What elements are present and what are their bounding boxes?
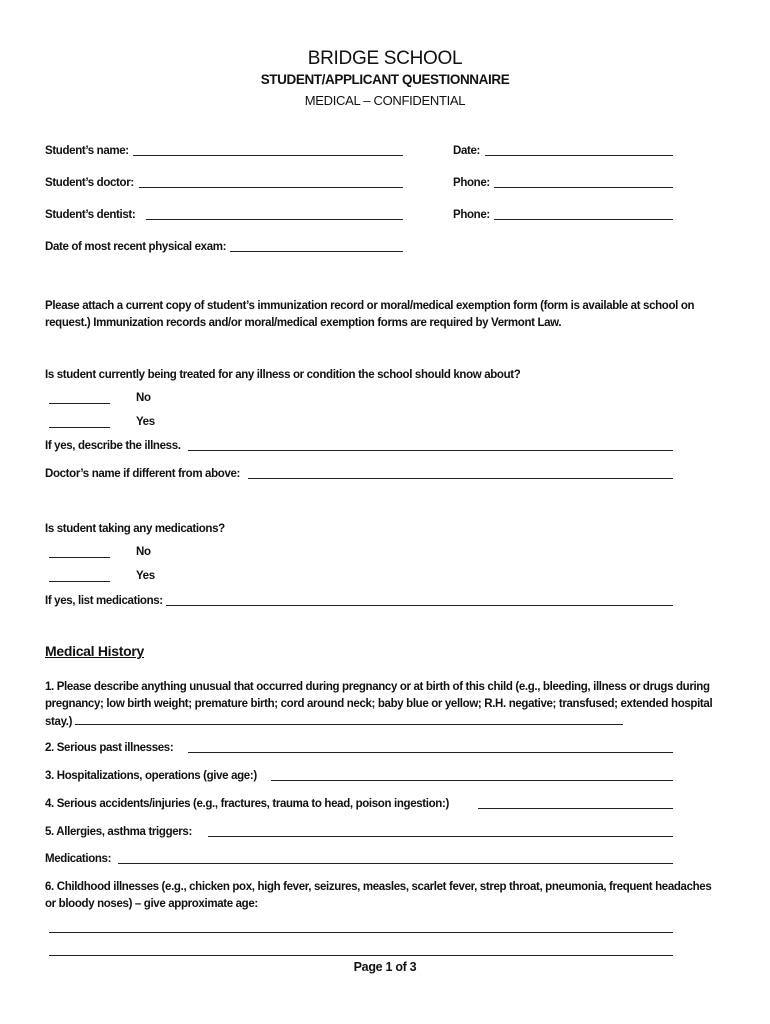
physical-exam-label: Date of most recent physical exam:: [45, 241, 227, 253]
medications-yes-label: Yes: [136, 570, 155, 582]
illness-doctor-label: Doctor’s name if different from above:: [45, 468, 241, 480]
doctor-phone-field[interactable]: [494, 187, 673, 188]
illness-no-checkline[interactable]: [49, 403, 110, 404]
illness-doctor-field[interactable]: [248, 478, 673, 479]
history-q3-field[interactable]: [271, 780, 673, 781]
history-q1-text: 1. Please describe anything unusual that occurred during pregnancy or at birth of this child (e.g., bleeding, illness or drugs during pregnancy; low birth weight; premature birth; cord around neck; baby blue or yellow; R.H. negative; transfused; extended hospital stay.): [45, 681, 713, 728]
student-name-label: Student’s name:: [45, 145, 129, 157]
history-q6-field-2[interactable]: [49, 955, 673, 956]
history-q5-field[interactable]: [208, 836, 673, 837]
dentist-field[interactable]: [146, 219, 403, 220]
history-q5-label: 5. Allergies, asthma triggers:: [45, 826, 192, 838]
history-q1: [45, 679, 713, 731]
immunization-note: Please attach a current copy of student’s immunization record or moral/medical exemption form (form is available at school on request.) Immunization records and/or moral/medical exemption forms are required by Vermont Law.: [45, 300, 695, 329]
page-number: Page 1 of 3: [353, 960, 417, 974]
illness-yes-label: Yes: [136, 416, 155, 428]
medications-no-label: No: [136, 546, 151, 558]
history-q1-field[interactable]: [75, 713, 623, 725]
date-field[interactable]: [485, 155, 673, 156]
date-label: Date:: [453, 145, 481, 157]
illness-yes-checkline[interactable]: [49, 427, 110, 428]
school-name: BRIDGE SCHOOL: [307, 48, 463, 69]
doctor-label: Student’s doctor:: [45, 177, 134, 189]
dentist-phone-label: Phone:: [453, 209, 490, 221]
form-title: STUDENT/APPLICANT QUESTIONNAIRE: [260, 72, 510, 87]
medications-yes-checkline[interactable]: [49, 581, 110, 582]
medical-history-title: Medical History: [45, 643, 144, 659]
history-meds-field[interactable]: [118, 863, 673, 864]
history-q2-field[interactable]: [188, 752, 673, 753]
dentist-phone-field[interactable]: [494, 219, 673, 220]
doctor-field[interactable]: [139, 187, 403, 188]
dentist-label: Student’s dentist:: [45, 209, 136, 221]
form-subtitle: MEDICAL – CONFIDENTIAL: [304, 93, 466, 108]
medications-question: Is student taking any medications?: [45, 523, 225, 535]
physical-exam-field[interactable]: [230, 251, 403, 252]
student-name-field[interactable]: [133, 155, 403, 156]
history-q6: 6. Childhood illnesses (e.g., chicken pox, high fever, seizures, measles, scarlet fever, strep throat, pneumonia, frequent headaches or bloody noses) – give approximate age:: [45, 881, 712, 910]
history-q4-label: 4. Serious accidents/injuries (e.g., fractures, trauma to head, poison ingestion:): [45, 798, 449, 810]
illness-describe-label: If yes, describe the illness.: [45, 440, 181, 452]
history-q2-label: 2. Serious past illnesses:: [45, 742, 174, 754]
medications-list-label: If yes, list medications:: [45, 595, 163, 607]
history-q4-field[interactable]: [478, 808, 673, 809]
history-q6-field-1[interactable]: [49, 932, 673, 933]
illness-question: Is student currently being treated for any illness or condition the school should know about?: [45, 369, 521, 381]
history-q3-label: 3. Hospitalizations, operations (give age:): [45, 770, 257, 782]
doctor-phone-label: Phone:: [453, 177, 490, 189]
history-meds-label: Medications:: [45, 853, 112, 865]
illness-describe-field[interactable]: [188, 450, 673, 451]
medications-no-checkline[interactable]: [49, 557, 110, 558]
medications-list-field[interactable]: [166, 605, 673, 606]
illness-no-label: No: [136, 392, 151, 404]
